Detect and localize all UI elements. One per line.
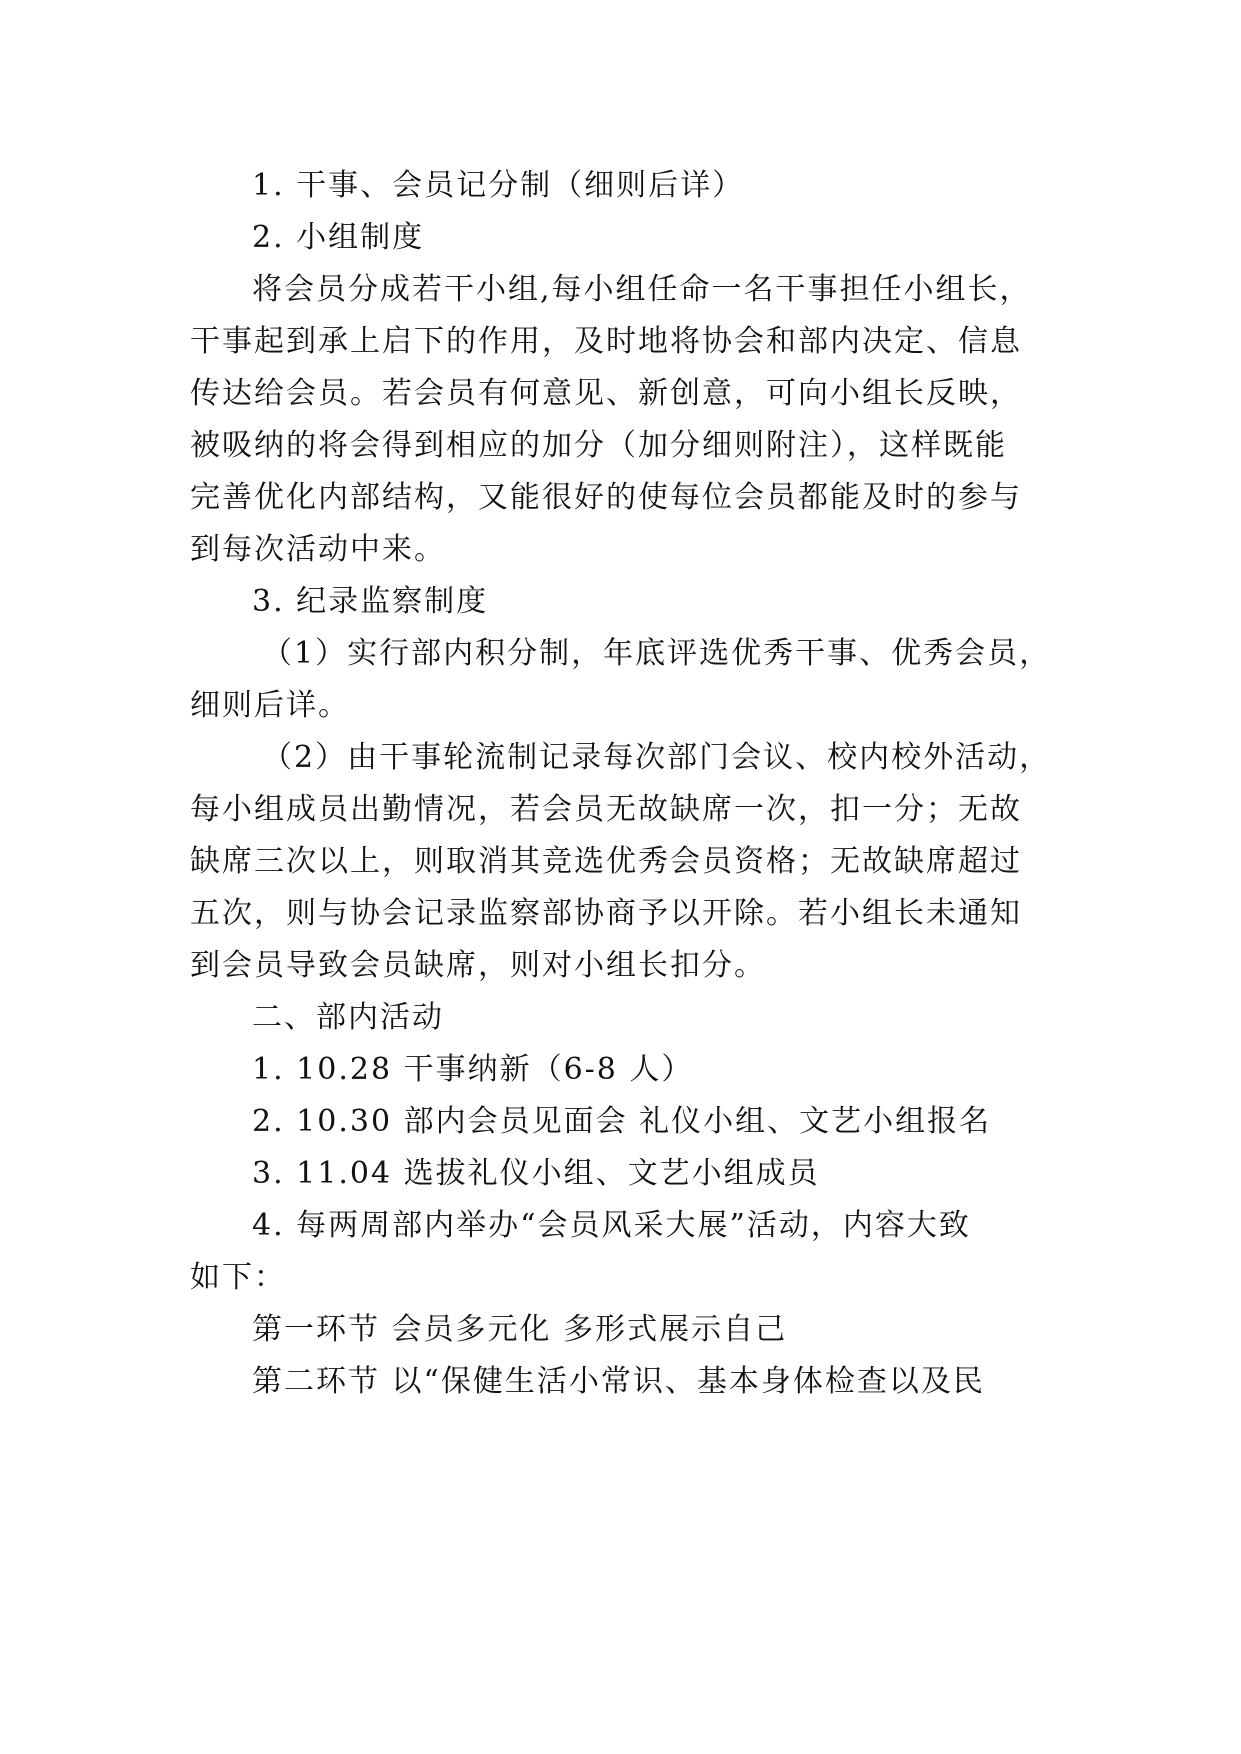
text-line: 到每次活动中来。 — [190, 532, 446, 567]
text-line: 4. 每两周部内举办“会员风采大展”活动，内容大致 — [252, 1208, 971, 1243]
text-line: 细则后详。 — [190, 688, 350, 723]
text-line: 干事起到承上启下的作用，及时地将协会和部内决定、信息 — [190, 324, 1022, 359]
text-line: （1）实行部内积分制，年底评选优秀干事、优秀会员， — [262, 636, 1052, 671]
text-line: 第二环节 以“保健生活小常识、基本身体检查以及民 — [252, 1364, 985, 1399]
text-line: 五次，则与协会记录监察部协商予以开除。若小组长未通知 — [190, 896, 1022, 931]
text-line: 3. 纪录监察制度 — [252, 584, 489, 619]
section-heading: 二、部内活动 — [252, 1000, 444, 1035]
text-line: 第一环节 会员多元化 多形式展示自己 — [252, 1312, 788, 1347]
text-line: 1. 干事、会员记分制（细则后详） — [252, 168, 745, 203]
text-line: 2. 小组制度 — [252, 220, 425, 255]
text-line: （2）由干事轮流制记录每次部门会议、校内校外活动， — [262, 740, 1052, 775]
text-line: 到会员导致会员缺席，则对小组长扣分。 — [190, 948, 766, 983]
text-line: 2. 10.30 部内会员见面会 礼仪小组、文艺小组报名 — [252, 1104, 992, 1139]
text-line: 缺席三次以上，则取消其竞选优秀会员资格；无故缺席超过 — [190, 844, 1022, 879]
text-line: 将会员分成若干小组,每小组任命一名干事担任小组长， — [252, 272, 1032, 307]
text-line: 如下： — [190, 1260, 286, 1295]
text-line: 3. 11.04 选拔礼仪小组、文艺小组成员 — [252, 1156, 820, 1191]
text-line: 传达给会员。若会员有何意见、新创意，可向小组长反映， — [190, 376, 1022, 411]
text-line: 每小组成员出勤情况，若会员无故缺席一次，扣一分；无故 — [190, 792, 1022, 827]
text-line: 完善优化内部结构，又能很好的使每位会员都能及时的参与 — [190, 480, 1022, 515]
text-line: 1. 10.28 干事纳新（6-8 人） — [252, 1052, 694, 1087]
text-line: 被吸纳的将会得到相应的加分（加分细则附注），这样既能 — [190, 428, 1007, 463]
